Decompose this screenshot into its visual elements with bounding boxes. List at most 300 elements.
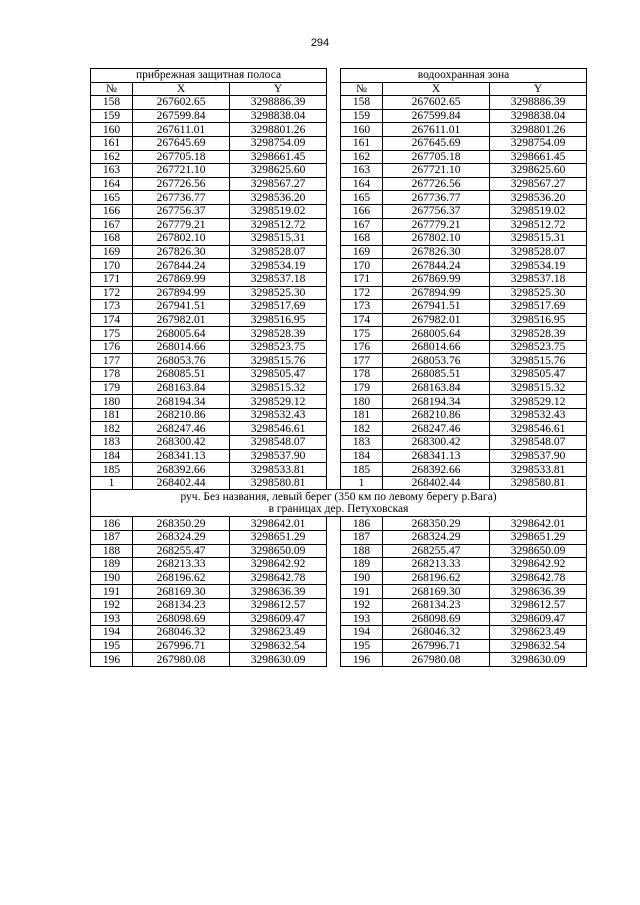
table-row [91, 218, 587, 232]
cell-x-right: 267941.51 [383, 300, 490, 314]
cell-x-right: 267826.30 [383, 245, 490, 259]
cell-x-left: 267941.51 [133, 300, 230, 314]
cell-y-right: 3298838.04 [490, 109, 587, 123]
cell-x-right: 267736.77 [383, 191, 490, 205]
cell-no-left: 158 [91, 96, 133, 110]
cell-y-right: 3298546.61 [490, 422, 587, 436]
column-gap [327, 164, 341, 178]
column-gap [327, 449, 341, 463]
table-row [91, 150, 587, 164]
cell-y-right: 3298525.30 [490, 286, 587, 300]
cell-no-left: 193 [91, 612, 133, 626]
cell-no-left: 174 [91, 313, 133, 327]
column-gap [327, 218, 341, 232]
cell-no-right: 190 [341, 571, 383, 585]
column-gap [327, 123, 341, 137]
cell-y-left: 3298801.26 [230, 123, 327, 137]
column-gap [327, 69, 341, 83]
table-row [91, 327, 587, 341]
cell-no-right: 169 [341, 245, 383, 259]
header-no-right: № [341, 82, 383, 96]
header-x-left: X [133, 82, 230, 96]
table-row [91, 109, 587, 123]
cell-no-right: 185 [341, 463, 383, 477]
page-number: 294 [310, 37, 330, 49]
cell-y-right: 3298754.09 [490, 136, 587, 150]
cell-y-right: 3298651.29 [490, 531, 587, 545]
cell-x-left: 267756.37 [133, 204, 230, 218]
cell-y-left: 3298512.72 [230, 218, 327, 232]
cell-x-right: 268213.33 [383, 558, 490, 572]
cell-no-left: 1 [91, 476, 133, 490]
cell-y-left: 3298838.04 [230, 109, 327, 123]
cell-no-right: 171 [341, 272, 383, 286]
table-row [91, 272, 587, 286]
cell-no-right: 184 [341, 449, 383, 463]
cell-no-right: 193 [341, 612, 383, 626]
table-row [91, 313, 587, 327]
column-gap [327, 463, 341, 477]
column-gap [327, 558, 341, 572]
cell-x-left: 268085.51 [133, 368, 230, 382]
cell-x-right: 267982.01 [383, 313, 490, 327]
cell-x-right: 267599.84 [383, 109, 490, 123]
table-body-section-2 [91, 517, 587, 667]
column-gap [327, 639, 341, 653]
cell-no-left: 196 [91, 653, 133, 667]
cell-no-left: 187 [91, 531, 133, 545]
cell-no-right: 195 [341, 639, 383, 653]
cell-no-left: 175 [91, 327, 133, 341]
section-title-line2: в границах дер. Петуховская [268, 503, 409, 516]
cell-y-right: 3298661.45 [490, 150, 587, 164]
cell-x-left: 268163.84 [133, 381, 230, 395]
cell-x-left: 267726.56 [133, 177, 230, 191]
cell-no-right: 177 [341, 354, 383, 368]
table-row [91, 395, 587, 409]
cell-x-right: 268402.44 [383, 476, 490, 490]
section-title-row [91, 490, 587, 517]
cell-x-right: 268169.30 [383, 585, 490, 599]
cell-y-right: 3298515.32 [490, 381, 587, 395]
cell-no-left: 184 [91, 449, 133, 463]
table-header-columns [91, 82, 587, 96]
cell-y-left: 3298546.61 [230, 422, 327, 436]
cell-no-left: 177 [91, 354, 133, 368]
cell-x-left: 268350.29 [133, 517, 230, 531]
cell-y-left: 3298625.60 [230, 164, 327, 178]
column-gap [327, 571, 341, 585]
cell-x-left: 267736.77 [133, 191, 230, 205]
table-row [91, 286, 587, 300]
cell-y-left: 3298515.32 [230, 381, 327, 395]
cell-x-left: 268210.86 [133, 408, 230, 422]
cell-y-right: 3298505.47 [490, 368, 587, 382]
cell-y-right: 3298567.27 [490, 177, 587, 191]
cell-no-right: 167 [341, 218, 383, 232]
cell-y-right: 3298623.49 [490, 626, 587, 640]
column-gap [327, 531, 341, 545]
cell-no-left: 168 [91, 232, 133, 246]
cell-x-right: 267705.18 [383, 150, 490, 164]
cell-y-left: 3298642.78 [230, 571, 327, 585]
cell-no-right: 160 [341, 123, 383, 137]
table-row [91, 598, 587, 612]
cell-x-left: 268324.29 [133, 531, 230, 545]
table-row [91, 531, 587, 545]
cell-x-right: 267721.10 [383, 164, 490, 178]
cell-no-right: 159 [341, 109, 383, 123]
cell-x-left: 268255.47 [133, 544, 230, 558]
cell-no-right: 180 [341, 395, 383, 409]
cell-no-left: 185 [91, 463, 133, 477]
cell-y-left: 3298519.02 [230, 204, 327, 218]
cell-x-left: 267721.10 [133, 164, 230, 178]
cell-x-left: 268402.44 [133, 476, 230, 490]
cell-x-right: 267756.37 [383, 204, 490, 218]
cell-no-left: 164 [91, 177, 133, 191]
cell-x-left: 268098.69 [133, 612, 230, 626]
cell-y-left: 3298517.69 [230, 300, 327, 314]
cell-no-right: 181 [341, 408, 383, 422]
column-gap [327, 96, 341, 110]
cell-y-left: 3298525.30 [230, 286, 327, 300]
column-gap [327, 204, 341, 218]
column-gap [327, 259, 341, 273]
column-gap [327, 544, 341, 558]
table-row [91, 381, 587, 395]
cell-x-left: 268014.66 [133, 340, 230, 354]
cell-no-left: 169 [91, 245, 133, 259]
cell-no-right: 196 [341, 653, 383, 667]
cell-y-left: 3298661.45 [230, 150, 327, 164]
column-gap [327, 286, 341, 300]
cell-y-left: 3298528.07 [230, 245, 327, 259]
column-gap [327, 476, 341, 490]
column-gap [327, 653, 341, 667]
cell-x-left: 267826.30 [133, 245, 230, 259]
cell-no-right: 173 [341, 300, 383, 314]
cell-no-right: 186 [341, 517, 383, 531]
table-row [91, 653, 587, 667]
column-gap [327, 368, 341, 382]
table-row [91, 177, 587, 191]
column-gap [327, 177, 341, 191]
cell-no-left: 163 [91, 164, 133, 178]
table-row [91, 300, 587, 314]
column-gap [327, 612, 341, 626]
cell-y-left: 3298612.57 [230, 598, 327, 612]
table-row [91, 136, 587, 150]
column-gap [327, 585, 341, 599]
cell-y-left: 3298516.95 [230, 313, 327, 327]
cell-no-left: 189 [91, 558, 133, 572]
cell-y-left: 3298515.31 [230, 232, 327, 246]
column-gap [327, 245, 341, 259]
table-row [91, 259, 587, 273]
cell-no-right: 182 [341, 422, 383, 436]
cell-no-left: 192 [91, 598, 133, 612]
cell-y-left: 3298623.49 [230, 626, 327, 640]
cell-x-right: 268247.46 [383, 422, 490, 436]
table-row [91, 204, 587, 218]
table-row [91, 517, 587, 531]
section-title-line1: руч. Без названия, левый берег (350 км по левому берегу р.Вага) [180, 490, 497, 503]
cell-y-right: 3298515.31 [490, 232, 587, 246]
column-gap [327, 422, 341, 436]
column-gap [327, 191, 341, 205]
header-no-left: № [91, 82, 133, 96]
cell-no-right: 1 [341, 476, 383, 490]
cell-no-left: 182 [91, 422, 133, 436]
cell-x-right: 268053.76 [383, 354, 490, 368]
cell-y-left: 3298886.39 [230, 96, 327, 110]
cell-no-left: 191 [91, 585, 133, 599]
header-right-title: водоохранная зона [341, 69, 587, 83]
cell-y-left: 3298533.81 [230, 463, 327, 477]
table-row [91, 585, 587, 599]
cell-no-right: 194 [341, 626, 383, 640]
table-row [91, 463, 587, 477]
column-gap [327, 408, 341, 422]
cell-no-left: 159 [91, 109, 133, 123]
cell-no-left: 186 [91, 517, 133, 531]
cell-y-right: 3298642.78 [490, 571, 587, 585]
cell-no-right: 179 [341, 381, 383, 395]
cell-no-right: 165 [341, 191, 383, 205]
cell-y-right: 3298625.60 [490, 164, 587, 178]
cell-y-left: 3298632.54 [230, 639, 327, 653]
column-gap [327, 340, 341, 354]
cell-x-left: 268053.76 [133, 354, 230, 368]
cell-y-right: 3298536.20 [490, 191, 587, 205]
cell-x-left: 268341.13 [133, 449, 230, 463]
cell-y-right: 3298519.02 [490, 204, 587, 218]
cell-no-left: 173 [91, 300, 133, 314]
cell-no-left: 181 [91, 408, 133, 422]
cell-no-left: 162 [91, 150, 133, 164]
cell-x-right: 268341.13 [383, 449, 490, 463]
cell-y-left: 3298505.47 [230, 368, 327, 382]
cell-y-right: 3298515.76 [490, 354, 587, 368]
cell-no-right: 166 [341, 204, 383, 218]
column-gap [327, 150, 341, 164]
header-y-right: Y [490, 82, 587, 96]
cell-x-right: 267894.99 [383, 286, 490, 300]
table-row [91, 368, 587, 382]
cell-x-right: 267726.56 [383, 177, 490, 191]
cell-x-right: 268005.64 [383, 327, 490, 341]
cell-no-right: 168 [341, 232, 383, 246]
table-row [91, 123, 587, 137]
cell-y-right: 3298528.39 [490, 327, 587, 341]
cell-x-left: 267869.99 [133, 272, 230, 286]
table-row [91, 340, 587, 354]
column-gap [327, 109, 341, 123]
table-row [91, 436, 587, 450]
cell-no-left: 165 [91, 191, 133, 205]
table-row [91, 245, 587, 259]
cell-no-left: 172 [91, 286, 133, 300]
column-gap [327, 598, 341, 612]
table-row [91, 558, 587, 572]
table-row [91, 232, 587, 246]
cell-x-left: 268213.33 [133, 558, 230, 572]
cell-no-left: 180 [91, 395, 133, 409]
cell-x-left: 267802.10 [133, 232, 230, 246]
cell-y-right: 3298632.54 [490, 639, 587, 653]
cell-x-right: 268300.42 [383, 436, 490, 450]
cell-x-right: 267645.69 [383, 136, 490, 150]
cell-x-right: 267869.99 [383, 272, 490, 286]
column-gap [327, 436, 341, 450]
table-row [91, 612, 587, 626]
table-row [91, 476, 587, 490]
cell-x-left: 267599.84 [133, 109, 230, 123]
table-body-section-1 [91, 96, 587, 490]
cell-y-left: 3298528.39 [230, 327, 327, 341]
cell-x-right: 268014.66 [383, 340, 490, 354]
cell-y-left: 3298536.20 [230, 191, 327, 205]
column-gap [327, 626, 341, 640]
table-row [91, 422, 587, 436]
cell-y-right: 3298534.19 [490, 259, 587, 273]
cell-y-right: 3298523.75 [490, 340, 587, 354]
cell-y-right: 3298636.39 [490, 585, 587, 599]
table-row [91, 571, 587, 585]
cell-no-left: 195 [91, 639, 133, 653]
column-gap [327, 517, 341, 531]
cell-no-right: 162 [341, 150, 383, 164]
column-gap [327, 354, 341, 368]
cell-no-right: 164 [341, 177, 383, 191]
cell-y-right: 3298612.57 [490, 598, 587, 612]
cell-y-left: 3298580.81 [230, 476, 327, 490]
cell-x-right: 268085.51 [383, 368, 490, 382]
cell-y-left: 3298567.27 [230, 177, 327, 191]
table-row [91, 354, 587, 368]
cell-x-right: 268098.69 [383, 612, 490, 626]
cell-y-right: 3298650.09 [490, 544, 587, 558]
cell-y-left: 3298548.07 [230, 436, 327, 450]
cell-y-right: 3298548.07 [490, 436, 587, 450]
cell-x-left: 267779.21 [133, 218, 230, 232]
cell-y-left: 3298523.75 [230, 340, 327, 354]
cell-y-right: 3298529.12 [490, 395, 587, 409]
cell-x-right: 268350.29 [383, 517, 490, 531]
table-row [91, 544, 587, 558]
cell-x-right: 267996.71 [383, 639, 490, 653]
cell-x-right: 267980.08 [383, 653, 490, 667]
header-left-title: прибрежная защитная полоса [91, 69, 327, 83]
cell-y-left: 3298537.18 [230, 272, 327, 286]
cell-y-left: 3298630.09 [230, 653, 327, 667]
cell-x-left: 268300.42 [133, 436, 230, 450]
cell-y-right: 3298532.43 [490, 408, 587, 422]
cell-no-left: 179 [91, 381, 133, 395]
cell-no-right: 178 [341, 368, 383, 382]
cell-no-right: 163 [341, 164, 383, 178]
cell-x-right: 268134.23 [383, 598, 490, 612]
column-gap [327, 136, 341, 150]
cell-no-right: 172 [341, 286, 383, 300]
cell-x-right: 267611.01 [383, 123, 490, 137]
cell-x-right: 268392.66 [383, 463, 490, 477]
cell-x-left: 267996.71 [133, 639, 230, 653]
cell-y-right: 3298801.26 [490, 123, 587, 137]
cell-x-left: 268194.34 [133, 395, 230, 409]
column-gap [327, 395, 341, 409]
cell-no-right: 191 [341, 585, 383, 599]
cell-x-right: 268255.47 [383, 544, 490, 558]
cell-no-left: 190 [91, 571, 133, 585]
cell-y-right: 3298517.69 [490, 300, 587, 314]
cell-y-left: 3298642.01 [230, 517, 327, 531]
column-gap [327, 272, 341, 286]
cell-no-left: 160 [91, 123, 133, 137]
cell-y-left: 3298529.12 [230, 395, 327, 409]
section-title [91, 490, 587, 517]
cell-y-left: 3298651.29 [230, 531, 327, 545]
cell-y-right: 3298580.81 [490, 476, 587, 490]
column-gap [327, 313, 341, 327]
cell-y-left: 3298534.19 [230, 259, 327, 273]
cell-y-right: 3298642.92 [490, 558, 587, 572]
cell-x-left: 267894.99 [133, 286, 230, 300]
cell-y-right: 3298533.81 [490, 463, 587, 477]
table-row [91, 408, 587, 422]
cell-x-left: 267844.24 [133, 259, 230, 273]
cell-x-right: 267602.65 [383, 96, 490, 110]
cell-y-right: 3298528.07 [490, 245, 587, 259]
cell-y-left: 3298642.92 [230, 558, 327, 572]
cell-no-right: 189 [341, 558, 383, 572]
cell-x-right: 267844.24 [383, 259, 490, 273]
cell-y-right: 3298537.90 [490, 449, 587, 463]
cell-no-right: 176 [341, 340, 383, 354]
table-section-title [91, 490, 587, 517]
cell-x-left: 268392.66 [133, 463, 230, 477]
cell-no-right: 174 [341, 313, 383, 327]
cell-x-left: 267602.65 [133, 96, 230, 110]
coordinates-table [90, 68, 587, 667]
cell-y-left: 3298650.09 [230, 544, 327, 558]
cell-x-right: 267802.10 [383, 232, 490, 246]
cell-no-right: 188 [341, 544, 383, 558]
cell-y-left: 3298636.39 [230, 585, 327, 599]
cell-x-left: 267705.18 [133, 150, 230, 164]
cell-x-left: 267982.01 [133, 313, 230, 327]
cell-no-right: 175 [341, 327, 383, 341]
cell-no-right: 161 [341, 136, 383, 150]
cell-no-left: 188 [91, 544, 133, 558]
cell-y-left: 3298515.76 [230, 354, 327, 368]
cell-y-left: 3298532.43 [230, 408, 327, 422]
cell-x-left: 267645.69 [133, 136, 230, 150]
table-row [91, 639, 587, 653]
table-row [91, 191, 587, 205]
cell-no-left: 178 [91, 368, 133, 382]
cell-x-left: 267980.08 [133, 653, 230, 667]
cell-no-left: 176 [91, 340, 133, 354]
cell-y-left: 3298537.90 [230, 449, 327, 463]
cell-no-left: 194 [91, 626, 133, 640]
cell-x-right: 267779.21 [383, 218, 490, 232]
cell-no-left: 166 [91, 204, 133, 218]
cell-y-left: 3298609.47 [230, 612, 327, 626]
cell-y-right: 3298537.18 [490, 272, 587, 286]
cell-no-left: 167 [91, 218, 133, 232]
